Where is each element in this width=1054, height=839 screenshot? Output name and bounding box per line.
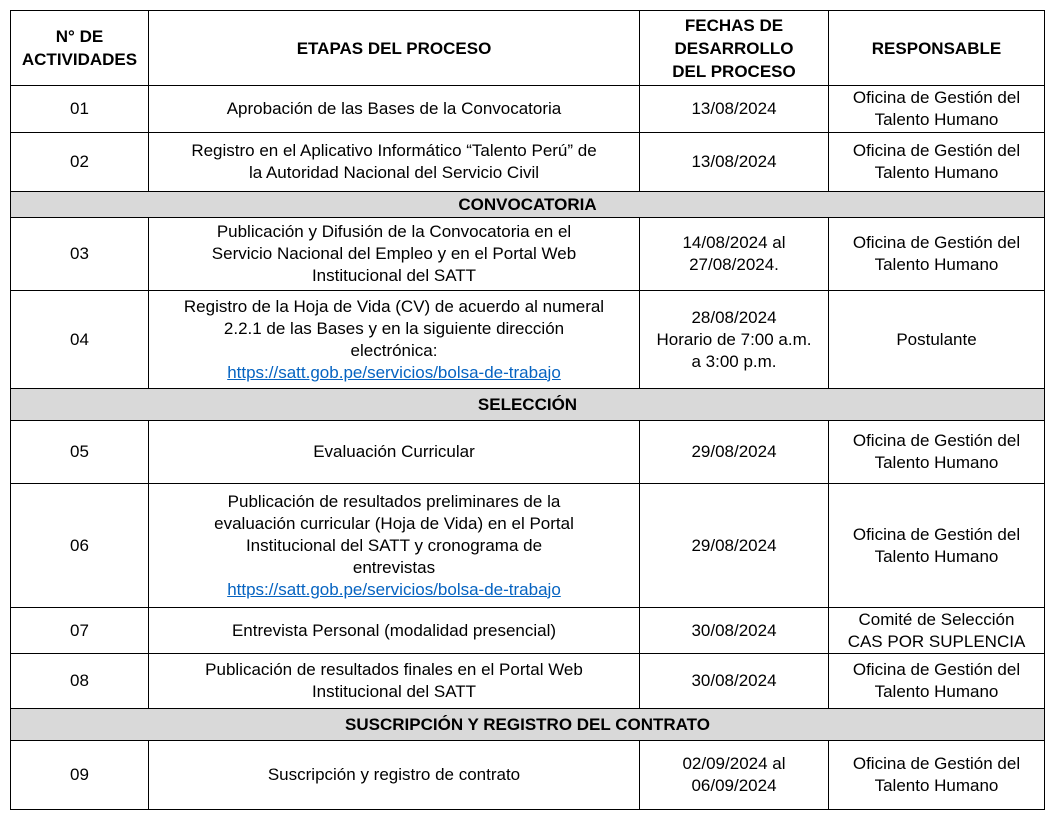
stage-text: Servicio Nacional del Empleo y en el Portal Web (211, 244, 577, 263)
date-text: 29/08/2024 (691, 535, 777, 555)
date-cell (640, 133, 829, 192)
date-text: 02/09/2024 al (682, 754, 786, 773)
job-board-link[interactable]: https://satt.gob.pe/servicios/bolsa-de-trabajo (227, 579, 561, 599)
stage-text: Registro en el Aplicativo Informático “Talento Perú” de (191, 141, 597, 160)
responsible-text: Oficina de Gestión del (852, 524, 1021, 544)
table-row (11, 291, 1045, 389)
date-text: 27/08/2024. (689, 255, 779, 274)
date-cell (640, 608, 829, 654)
stage-cell (149, 654, 640, 709)
responsible-cell (829, 421, 1045, 484)
activity-number: 02 (11, 133, 149, 192)
stage-text: Entrevista Personal (modalidad presencial) (231, 620, 557, 640)
stage-text: evaluación curricular (Hoja de Vida) en el Portal (214, 513, 574, 533)
date-text: 30/08/2024 (691, 620, 777, 640)
stage-cell (149, 484, 640, 608)
header-activities-line: ACTIVIDADES (21, 50, 138, 69)
section-title: SUSCRIPCIÓN Y REGISTRO DEL CONTRATO (11, 709, 1045, 741)
activity-number: 08 (11, 654, 149, 709)
stage-cell (149, 86, 640, 133)
date-text: 06/09/2024 (691, 776, 777, 795)
responsible-text: Talento Humano (874, 776, 999, 795)
activity-number: 01 (11, 86, 149, 133)
responsible-cell (829, 218, 1045, 291)
stage-text: Publicación y Difusión de la Convocatoria en el (216, 222, 572, 241)
responsible-cell (829, 291, 1045, 389)
header-dates (640, 11, 829, 86)
date-text: 29/08/2024 (691, 442, 777, 461)
date-cell (640, 484, 829, 608)
activity-number: 09 (11, 741, 149, 810)
stage-cell (149, 291, 640, 389)
stage-text: la Autoridad Nacional del Servicio Civil (248, 163, 540, 182)
responsible-text: Oficina de Gestión del (852, 88, 1021, 107)
stage-text: entrevistas (352, 557, 436, 577)
date-text: Horario de 7:00 a.m. (656, 329, 812, 349)
stage-text: electrónica: (350, 340, 438, 360)
header-dates-line: FECHAS DE (684, 15, 784, 35)
section-title: SELECCIÓN (11, 389, 1045, 421)
responsible-text: Oficina de Gestión del (852, 660, 1021, 679)
responsible-cell (829, 133, 1045, 192)
header-stages: ETAPAS DEL PROCESO (149, 11, 640, 86)
table-row (11, 608, 1045, 654)
section-row (11, 389, 1045, 421)
responsible-text: Talento Humano (874, 546, 999, 566)
header-responsible: RESPONSABLE (829, 11, 1045, 86)
date-cell (640, 291, 829, 389)
date-text: 14/08/2024 al (682, 233, 786, 252)
responsible-text: Talento Humano (874, 110, 999, 129)
responsible-text: Comité de Selección (858, 609, 1015, 629)
stage-cell (149, 218, 640, 291)
activity-number: 05 (11, 421, 149, 484)
date-cell (640, 421, 829, 484)
activity-number: 06 (11, 484, 149, 608)
responsible-text: Oficina de Gestión del (852, 141, 1021, 160)
responsible-text: Talento Humano (874, 255, 999, 274)
stage-cell (149, 133, 640, 192)
date-text: a 3:00 p.m. (691, 351, 777, 371)
responsible-cell (829, 86, 1045, 133)
stage-text: Institucional del SATT y cronograma de (245, 535, 543, 555)
responsible-text: Oficina de Gestión del (852, 233, 1021, 252)
responsible-text: Talento Humano (874, 453, 999, 472)
date-text: 13/08/2024 (691, 99, 777, 118)
stage-text: Suscripción y registro de contrato (267, 765, 521, 784)
table-row (11, 218, 1045, 291)
table-row (11, 133, 1045, 192)
header-dates-line: DESARROLLO (674, 38, 794, 58)
responsible-text: CAS POR SUPLENCIA (847, 631, 1026, 651)
responsible-text: Oficina de Gestión del (852, 431, 1021, 450)
stage-text: Registro de la Hoja de Vida (CV) de acuerdo al numeral (183, 296, 605, 316)
stage-text: Institucional del SATT (311, 266, 477, 285)
date-cell (640, 654, 829, 709)
stage-text: Evaluación Curricular (313, 442, 475, 461)
stage-text: Aprobación de las Bases de la Convocatoria (226, 99, 562, 118)
stage-cell (149, 741, 640, 810)
stage-text: Publicación de resultados preliminares de la (227, 491, 561, 511)
table-row (11, 86, 1045, 133)
responsible-text: Oficina de Gestión del (852, 754, 1021, 773)
responsible-text: Postulante (896, 329, 977, 349)
section-title: CONVOCATORIA (11, 192, 1045, 218)
responsible-text: Talento Humano (874, 163, 999, 182)
header-dates-line: DEL PROCESO (672, 61, 796, 81)
date-cell (640, 218, 829, 291)
responsible-cell (829, 484, 1045, 608)
date-text: 30/08/2024 (691, 671, 777, 690)
stage-cell (149, 608, 640, 654)
stage-text: 2.2.1 de las Bases y en la siguiente dirección (223, 318, 565, 338)
responsible-cell (829, 654, 1045, 709)
date-cell (640, 86, 829, 133)
table-row (11, 484, 1045, 608)
stage-text: Institucional del SATT (311, 682, 477, 701)
header-row (11, 11, 1045, 86)
table-row (11, 421, 1045, 484)
job-board-link[interactable]: https://satt.gob.pe/servicios/bolsa-de-trabajo (227, 362, 561, 382)
table-row (11, 654, 1045, 709)
header-activities (11, 11, 149, 86)
date-text: 13/08/2024 (691, 152, 777, 171)
table-row (11, 741, 1045, 810)
stage-cell (149, 421, 640, 484)
responsible-text: Talento Humano (874, 682, 999, 701)
stage-text: Publicación de resultados finales en el Portal Web (205, 660, 583, 679)
section-row (11, 709, 1045, 741)
schedule-table (10, 10, 1045, 810)
activity-number: 04 (11, 291, 149, 389)
activity-number: 03 (11, 218, 149, 291)
table-body (11, 86, 1045, 810)
activity-number: 07 (11, 608, 149, 654)
responsible-cell (829, 608, 1045, 654)
header-activities-line: N° DE (55, 27, 104, 46)
date-text: 28/08/2024 (691, 307, 777, 327)
date-cell (640, 741, 829, 810)
section-row (11, 192, 1045, 218)
responsible-cell (829, 741, 1045, 810)
